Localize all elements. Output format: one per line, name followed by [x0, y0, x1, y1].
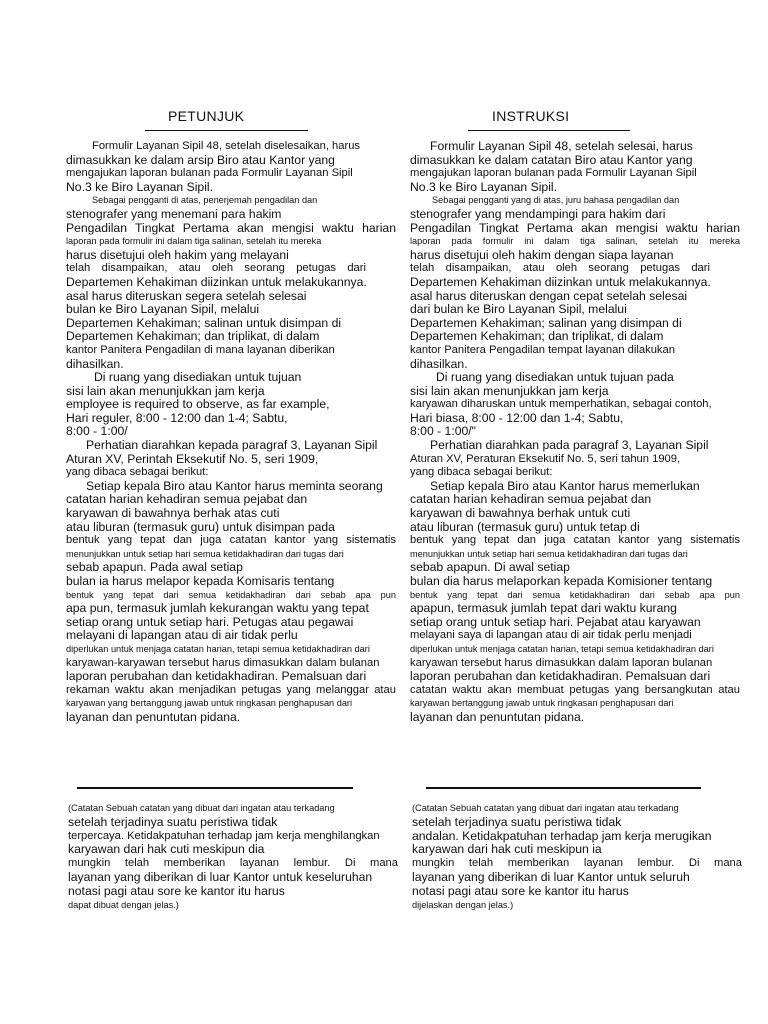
text-line: stenografer yang mendampingi para hakim dari	[410, 206, 666, 221]
text-line: dari bulan ke Biro Layanan Sipil, melalui	[410, 302, 627, 317]
text-line: dapat dibuat dengan jelas.)	[68, 899, 179, 910]
text-line: layanan yang diberikan di luar Kantor untuk keseluruhan	[68, 869, 373, 884]
column-title: PETUNJUK	[168, 108, 245, 124]
text-line: Setiap kepala Biro atau Kantor harus memerlukan	[430, 478, 700, 493]
text-line: karyawan dari hak cuti meskipun dia	[68, 842, 265, 857]
text-line: No.3 ke Biro Layanan Sipil.	[410, 179, 558, 194]
text-line: Perhatian diarahkan kepada paragraf 3, Layanan Sipil	[86, 438, 378, 453]
text-line: Di ruang yang disediakan untuk tujuan	[94, 370, 302, 385]
text-line: Aturan XV, Peraturan Eksekutif No. 5, seri tahun 1909,	[410, 452, 681, 465]
text-line: 8:00 - 1:00/"	[410, 424, 476, 439]
text-line: bentuk yang tepat dan juga catatan kantor yang sistematis	[410, 534, 740, 547]
text-line: terpercaya. Ketidakpatuhan terhadap jam kerja menghilangkan	[68, 829, 380, 842]
text-line: asal harus diteruskan dengan cepat setelah selesai	[410, 288, 688, 303]
text-line: dimasukkan ke dalam arsip Biro atau Kantor yang	[66, 152, 335, 167]
text-line: Aturan XV, Perintah Eksekutif No. 5, seri 1909,	[66, 451, 319, 466]
text-line: Sebagai pengganti di atas, penerjemah pengadilan dan	[92, 195, 318, 206]
text-line: atau liburan (termasuk guru) untuk tetap di	[410, 519, 640, 534]
text-line: catatan waktu akan membuat petugas yang bersangkutan atau	[410, 683, 740, 696]
text-line: karyawan di bawahnya berhak atas cuti	[66, 506, 280, 521]
text-line: notasi pagi atau sore ke kantor itu harus	[68, 883, 285, 898]
text-line: notasi pagi atau sore ke kantor itu harus	[412, 883, 629, 898]
text-line: mengajukan laporan bulanan pada Formulir Layanan Sipil	[410, 167, 697, 180]
text-line: dijelaskan dengan jelas.)	[412, 899, 514, 910]
text-line: karyawan di bawahnya berhak untuk cuti	[410, 506, 631, 521]
text-line: dihasilkan.	[66, 356, 124, 371]
text-line: mungkin telah memberikan layanan lembur. Di mana	[412, 857, 742, 870]
text-line: telah disampaikan, atau oleh seorang petugas dari	[66, 262, 366, 275]
text-line: karyawan bertanggung jawab untuk ringkasan penghapusan dari	[410, 698, 674, 709]
text-line: mengajukan laporan bulanan pada Formulir Layanan Sipil	[66, 167, 353, 180]
text-line: kantor Panitera Pengadilan di mana layanan diberikan	[66, 343, 335, 356]
text-line: kantor Panitera Pengadilan tempat layanan dilakukan	[410, 343, 675, 356]
text-line: dimasukkan ke dalam catatan Biro atau Kantor yang	[410, 152, 693, 167]
text-line: Departemen Kehakiman; salinan untuk disimpan di	[66, 315, 342, 330]
instruction-body	[410, 140, 740, 725]
text-line: bulan dia harus melaporkan kepada Komisioner tentang	[410, 574, 713, 588]
text-line: Departemen Kehakiman diizinkan untuk melakukannya.	[410, 274, 711, 289]
text-line: laporan pada formulir ini dalam tiga salinan, setelah itu mereka	[410, 236, 740, 247]
text-line: diperlukan untuk menjaga catatan harian, tetapi semua ketidakhadiran dari	[410, 643, 714, 654]
text-line: No.3 ke Biro Layanan Sipil.	[66, 179, 214, 194]
text-line: setelah terjadinya suatu peristiwa tidak	[412, 814, 622, 829]
text-line: karyawan dari hak cuti meskipun ia	[412, 842, 602, 857]
text-line: bulan ia harus melapor kepada Komisaris tentang	[66, 574, 335, 588]
title-underline	[145, 130, 308, 131]
text-line: Departemen Kehakiman; salinan yang disimpan di	[410, 315, 682, 330]
text-line: Hari biasa, 8:00 - 12:00 dan 1-4; Sabtu,	[410, 410, 624, 425]
text-line: asal harus diteruskan segera setelah selesai	[66, 288, 307, 303]
text-line: atau liburan (termasuk guru) untuk disimpan pada	[66, 519, 335, 534]
text-line: laporan perubahan dan ketidakhadiran. Pemalsuan dari	[66, 669, 367, 684]
text-line: apapun, termasuk jumlah tepat dari waktu kurang	[410, 601, 677, 616]
text-line: apa pun, termasuk jumlah kekurangan waktu yang tepat	[66, 601, 369, 616]
notes-divider	[426, 787, 701, 789]
text-line: menunjukkan untuk setiap hari semua ketidakhadiran dari tugas dari	[410, 548, 688, 559]
instruction-body	[66, 140, 396, 725]
text-line: menunjukkan untuk setiap hari semua ketidakhadiran dari tugas dari	[66, 548, 344, 559]
notes-divider	[77, 787, 353, 789]
text-line: setiap orang untuk setiap hari. Pejabat atau karyawan	[410, 614, 701, 629]
text-line: (Catatan Sebuah catatan yang dibuat dari ingatan atau terkadang	[412, 803, 679, 813]
text-line: harus disetujui oleh hakim yang melayani	[66, 247, 289, 262]
text-line: Setiap kepala Biro atau Kantor harus meminta seorang	[86, 478, 383, 493]
text-line: layanan dan penuntutan pidana.	[410, 709, 585, 724]
text-line: (Catatan Sebuah catatan yang dibuat dari ingatan atau terkadang	[68, 803, 335, 813]
text-line: sebab apapun. Di awal setiap	[410, 560, 570, 575]
text-line: yang dibaca sebagai berikut:	[66, 466, 209, 479]
text-line: Departemen Kehakiman; dan triplikat, di dalam	[66, 329, 320, 344]
text-line: employee is required to observe, as far example,	[66, 397, 330, 412]
text-line: Hari reguler, 8:00 - 12:00 dan 1-4; Sabtu,	[66, 410, 288, 425]
text-line: yang dibaca sebagai berikut:	[410, 466, 553, 479]
text-line: bentuk yang tepat dari semua ketidakhadiran dari sebab apa pun	[66, 589, 396, 600]
text-line: bentuk yang tepat dari semua ketidakhadiran dari sebab apa pun	[410, 589, 740, 600]
text-line: bulan ke Biro Layanan Sipil, melalui	[66, 302, 260, 317]
text-line: melayani di lapangan atau di air tidak perlu	[66, 628, 298, 643]
text-line: telah disampaikan, atau oleh seorang petugas dari	[410, 262, 710, 275]
text-line: Departemen Kehakiman; dan triplikat, di dalam	[410, 329, 664, 344]
text-line: catatan harian kehadiran semua pejabat dan	[66, 492, 308, 507]
text-line: laporan pada formulir ini dalam tiga salinan, setelah itu mereka	[66, 236, 322, 247]
text-line: karyawan diharuskan untuk memperhatikan, sebagai contoh,	[410, 398, 712, 411]
text-line: karyawan yang bertanggung jawab untuk ringkasan penghapusan dari	[66, 698, 353, 709]
title-underline	[468, 130, 630, 131]
text-line: Departemen Kehakiman diizinkan untuk melakukannya.	[66, 274, 367, 289]
text-line: Pengadilan Tingkat Pertama akan mengisi waktu harian	[410, 220, 740, 235]
text-line: setelah terjadinya suatu peristiwa tidak	[68, 814, 278, 829]
text-line: Formulir Layanan Sipil 48, setelah diselesaikan, harus	[92, 140, 361, 152]
text-line: karyawan tersebut harus dimasukkan dalam laporan bulanan	[410, 656, 713, 669]
text-line: layanan dan penuntutan pidana.	[66, 709, 241, 724]
text-line: Formulir Layanan Sipil 48, setelah selesai, harus	[430, 139, 693, 153]
text-line: sisi lain akan menunjukkan jam kerja	[410, 383, 609, 398]
column-title: INSTRUKSI	[492, 108, 570, 124]
text-line: laporan perubahan dan ketidakhadiran. Pemalsuan dari	[410, 669, 711, 684]
text-line: mungkin telah memberikan layanan lembur. Di mana	[68, 857, 398, 870]
text-line: andalan. Ketidakpatuhan terhadap jam kerja merugikan	[412, 828, 712, 843]
text-line: rekaman waktu akan menjadikan petugas yang melanggar atau	[66, 683, 396, 696]
text-line: Di ruang yang disediakan untuk tujuan pada	[436, 370, 674, 385]
text-line: sisi lain akan menunjukkan jam kerja	[66, 383, 265, 398]
text-line: sebab apapun. Pada awal setiap	[66, 560, 243, 575]
text-line: stenografer yang menemani para hakim	[66, 206, 282, 221]
text-line: setiap orang untuk setiap hari. Petugas atau pegawai	[66, 614, 354, 629]
text-line: dihasilkan.	[410, 356, 468, 371]
text-line: layanan yang diberikan di luar Kantor untuk seluruh	[412, 869, 690, 884]
text-line: Pengadilan Tingkat Pertama akan mengisi waktu harian	[66, 220, 396, 235]
text-line: Perhatian diarahkan pada paragraf 3, Layanan Sipil	[430, 438, 709, 453]
text-line: melayani saya di lapangan atau di air tidak perlu menjadi	[410, 629, 692, 642]
text-line: 8:00 - 1:00/	[66, 424, 128, 439]
text-line: Sebagai pengganti yang di atas, juru bahasa pengadilan dan	[432, 195, 680, 206]
text-line: catatan harian kehadiran semua pejabat dan	[410, 492, 652, 507]
text-line: diperlukan untuk menjaga catatan harian, tetapi semua ketidakhadiran dari	[66, 643, 370, 654]
text-line: bentuk yang tepat dan juga catatan kantor yang sistematis	[66, 534, 396, 547]
footnote-block	[68, 802, 398, 912]
text-line: karyawan-karyawan tersebut harus dimasukkan dalam bulanan	[66, 656, 380, 669]
text-line: harus disetujui oleh hakim dengan siapa layanan	[410, 247, 674, 262]
footnote-block	[412, 802, 742, 912]
